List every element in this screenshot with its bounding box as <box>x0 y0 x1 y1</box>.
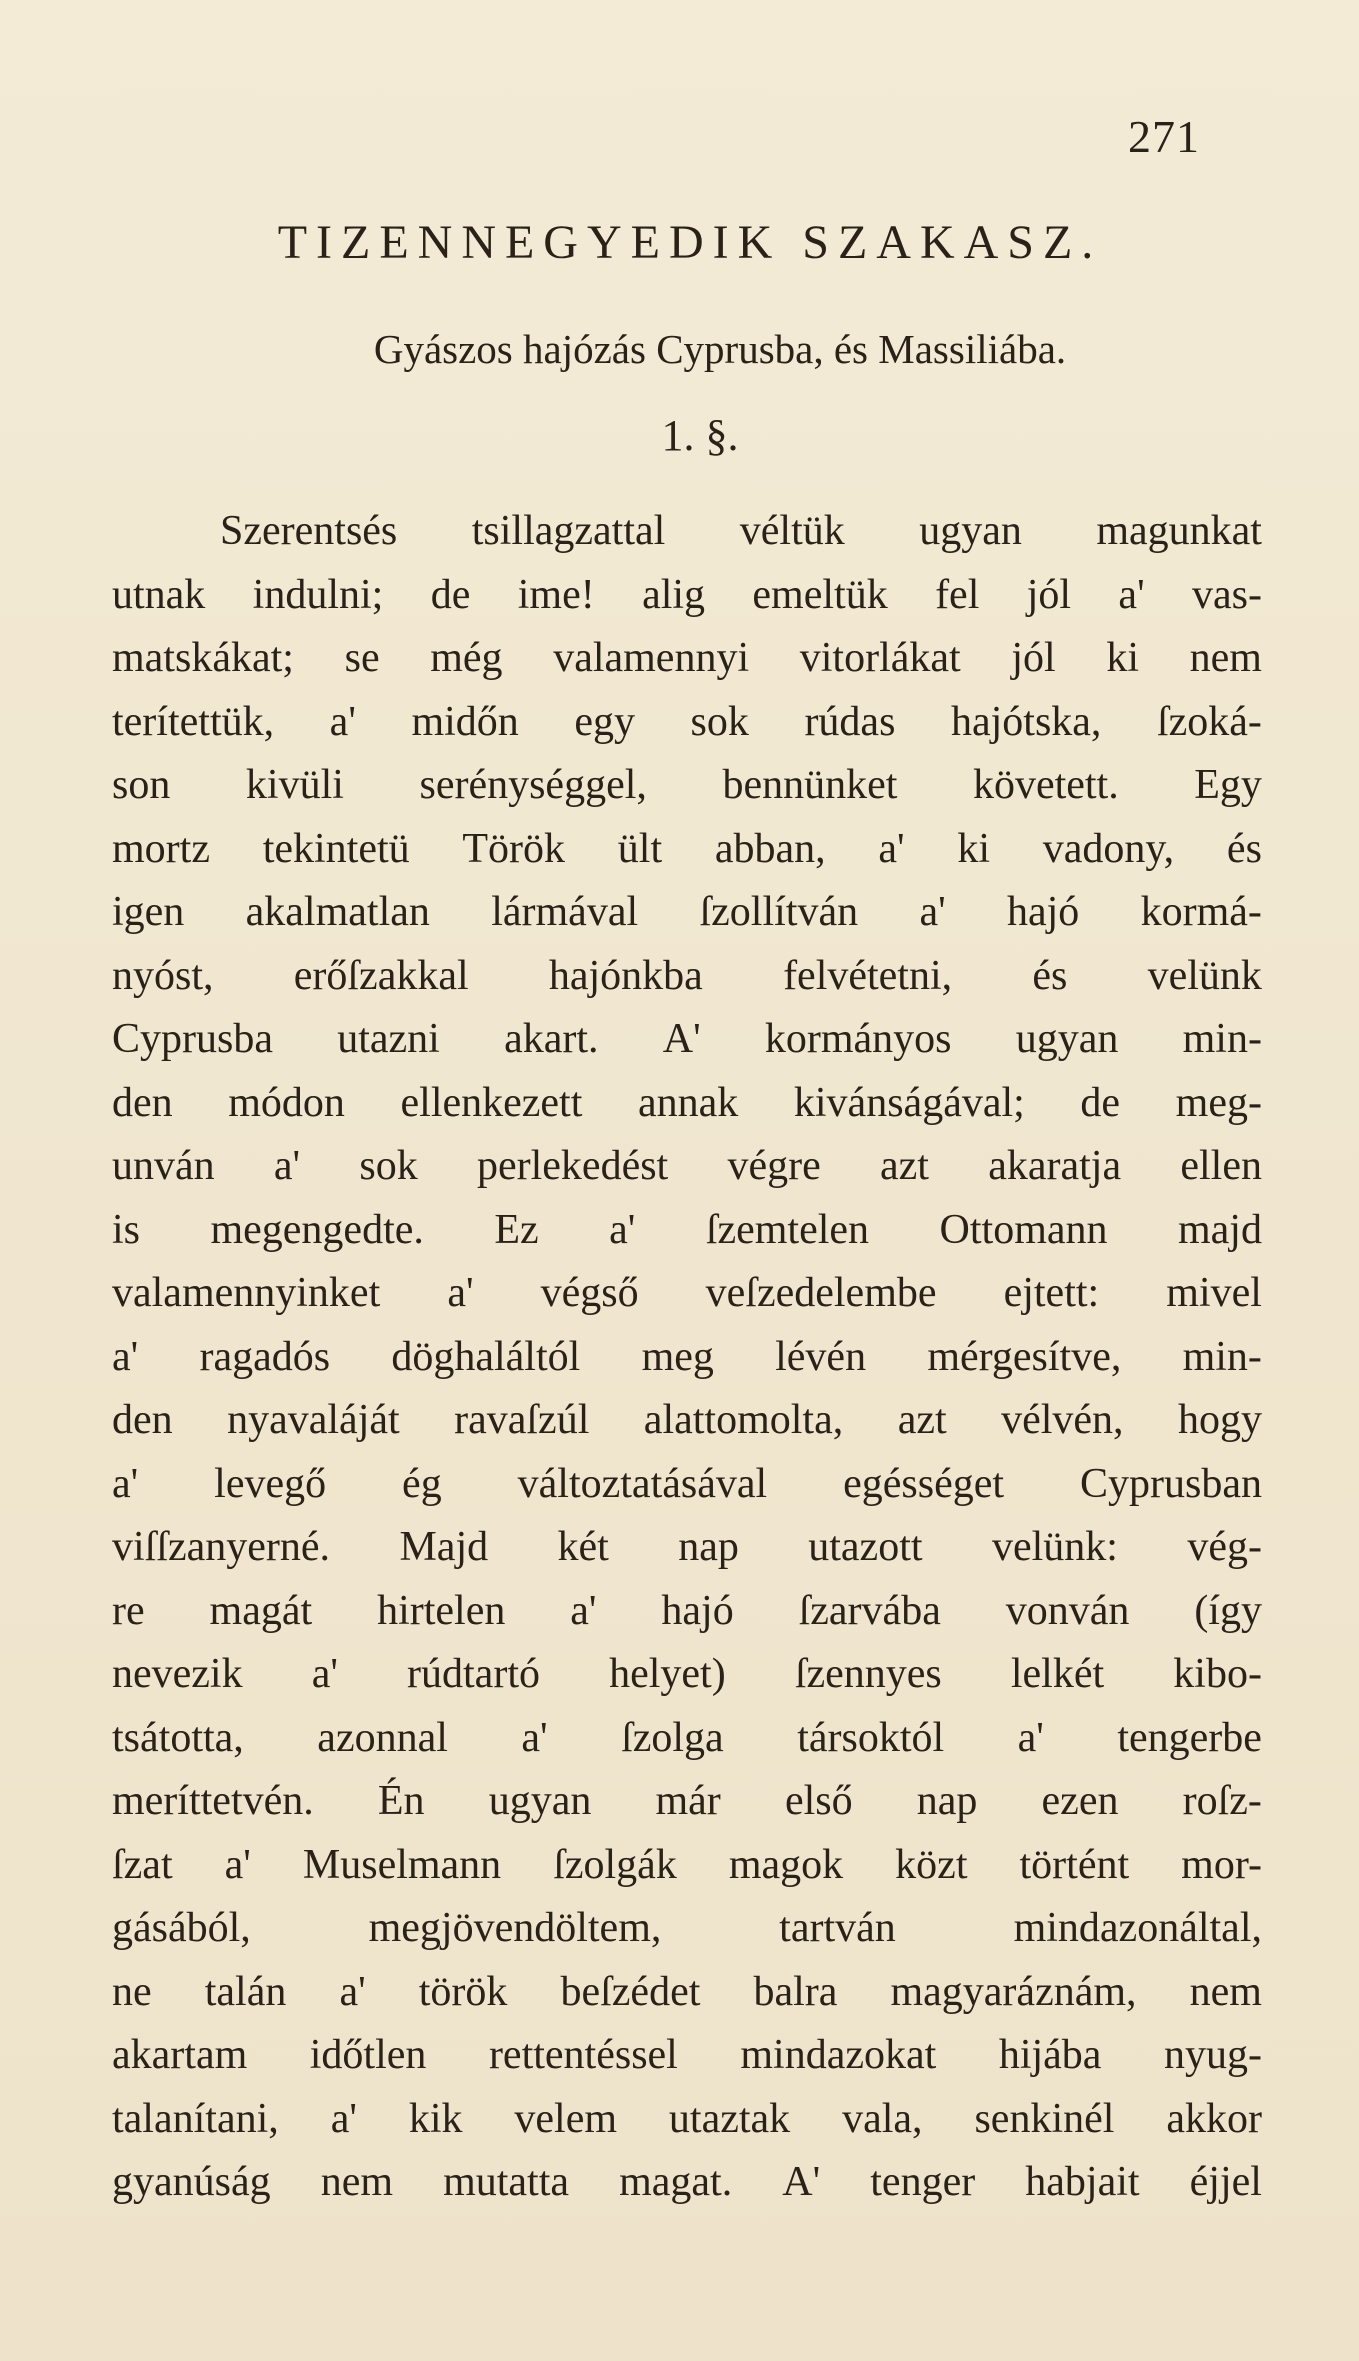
text-line: valamennyinket a' végső veſzedelembe ejtett: mivel <box>112 1270 1262 1316</box>
text-line: son kivüli serénységgel, bennünket követett. Egy <box>112 762 1262 808</box>
text-line: Cyprusba utazni akart. A' kormányos ugyan min- <box>112 1016 1262 1062</box>
page-number: 271 <box>1128 111 1200 162</box>
text-line: gyanúság nem mutatta magat. A' tenger habjait éjjel <box>112 2159 1262 2205</box>
text-line: Szerentsés tsillagzattal véltük ugyan magunkat <box>220 508 1262 554</box>
text-line: den nyavaláját ravaſzúl alattomolta, azt vélvén, hogy <box>112 1397 1262 1443</box>
text-line: nevezik a' rúdtartó helyet) ſzennyes lelkét kibo- <box>112 1651 1262 1697</box>
text-line: akartam időtlen rettentéssel mindazokat hijába nyug- <box>112 2032 1262 2078</box>
text-line: gásából, megjövendöltem, tartván mindazonáltal, <box>112 1905 1262 1951</box>
chapter-title: TIZENNEGYEDIK SZAKASZ. <box>277 216 1103 269</box>
text-line: a' levegő ég változtatásával egésséget Cyprusban <box>112 1460 1262 1507</box>
text-line: ne talán a' török beſzédet balra magyaráznám, nem <box>112 1968 1262 2015</box>
text-line: ſzat a' Muselmann ſzolgák magok közt történt mor- <box>112 1841 1262 1888</box>
section-number: 1. §. <box>661 411 739 460</box>
text-line: a' ragadós döghaláltól meg lévén mérgesítve, min- <box>112 1333 1262 1380</box>
text-line: igen akalmatlan lármával ſzollítván a' hajó kormá- <box>112 889 1262 935</box>
text-line: meríttetvén. Én ugyan már első nap ezen roſz- <box>112 1778 1262 1824</box>
text-line: re magát hirtelen a' hajó ſzarvába vonván (így <box>112 1587 1262 1634</box>
chapter-subtitle: Gyászos hajózás Cyprusba, és Massiliába. <box>373 326 1067 372</box>
text-line: tsátotta, azonnal a' ſzolga társoktól a' tengerbe <box>112 1714 1262 1761</box>
text-line: terítettük, a' midőn egy sok rúdas hajótska, ſzoká- <box>112 698 1262 745</box>
text-line: unván a' sok perlekedést végre azt akaratja ellen <box>112 1143 1262 1189</box>
text-line: viſſzanyerné. Majd két nap utazott velünk: vég- <box>112 1524 1262 1570</box>
text-line: matskákat; se még valamennyi vitorlákat jól ki nem <box>112 635 1262 681</box>
text-line: mortz tekintetü Török ült abban, a' ki vadony, és <box>112 825 1262 872</box>
text-line: utnak indulni; de ime! alig emeltük fel jól a' vas- <box>112 571 1262 618</box>
text-line: den módon ellenkezett annak kivánságával; de meg- <box>112 1079 1262 1126</box>
text-line: talanítani, a' kik velem utaztak vala, senkinél akkor <box>112 2095 1262 2142</box>
text-line: is megengedte. Ez a' ſzemtelen Ottomann majd <box>112 1206 1262 1253</box>
text-line: nyóst, erőſzakkal hajónkba felvétetni, és velünk <box>112 952 1262 999</box>
body-text <box>112 500 1262 2215</box>
